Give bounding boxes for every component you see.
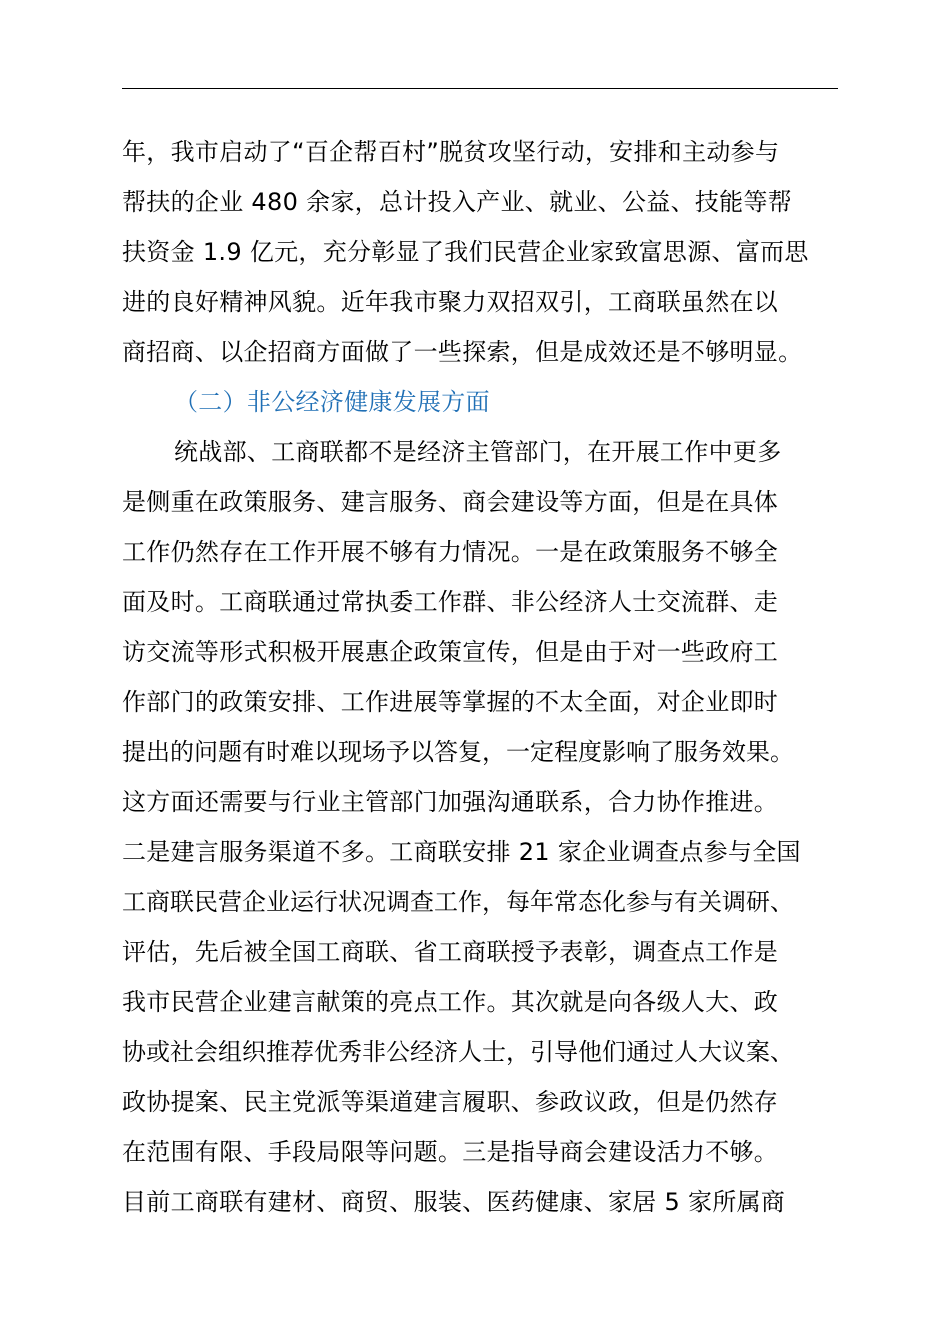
text-line: 目前工商联有建材、商贸、服装、医药健康、家居 5 家所属商 — [122, 1188, 786, 1216]
text-line: 访交流等形式积极开展惠企政策宣传，但是由于对一些政府工 — [122, 638, 779, 666]
paragraph-continued — [122, 127, 838, 377]
text-line: 统战部、工商联都不是经济主管部门，在开展工作中更多 — [174, 438, 782, 466]
text-line: 协或社会组织推荐优秀非公经济人士，引导他们通过人大议案、 — [122, 1038, 794, 1066]
text-line: 在范围有限、手段局限等问题。三是指导商会建设活力不够。 — [122, 1138, 779, 1166]
text-line: 年，我市启动了“百企帮百村”脱贫攻坚行动，安排和主动参与 — [122, 138, 780, 166]
header-rule — [122, 88, 838, 89]
text-line: 是侧重在政策服务、建言服务、商会建设等方面，但是在具体 — [122, 488, 779, 516]
text-line: 作部门的政策安排、工作进展等掌握的不太全面，对企业即时 — [122, 688, 779, 716]
section-heading: （二）非公经济健康发展方面 — [174, 388, 490, 416]
text-line: 进的良好精神风貌。近年我市聚力双招双引，工商联虽然在以 — [122, 288, 779, 316]
text-line: 商招商、以企招商方面做了一些探索，但是成效还是不够明显。 — [122, 338, 803, 366]
paragraph-nonpublic-economy — [122, 427, 838, 1227]
text-line: 工商联民营企业运行状况调查工作，每年常态化参与有关调研、 — [122, 888, 794, 916]
text-line: 评估，先后被全国工商联、省工商联授予表彰，调查点工作是 — [122, 938, 779, 966]
text-line: 二是建言服务渠道不多。工商联安排 21 家企业调查点参与全国 — [122, 838, 801, 866]
text-line: 我市民营企业建言献策的亮点工作。其次就是向各级人大、政 — [122, 988, 779, 1016]
text-line: 面及时。工商联通过常执委工作群、非公经济人士交流群、走 — [122, 588, 779, 616]
text-line: 提出的问题有时难以现场予以答复，一定程度影响了服务效果。 — [122, 738, 794, 766]
text-line: 工作仍然存在工作开展不够有力情况。一是在政策服务不够全 — [122, 538, 779, 566]
document-body — [122, 127, 838, 1227]
text-line: 政协提案、民主党派等渠道建言履职、参政议政，但是仍然存 — [122, 1088, 779, 1116]
text-line: 扶资金 1.9 亿元，充分彰显了我们民营企业家致富思源、富而思 — [122, 238, 809, 266]
text-line: 这方面还需要与行业主管部门加强沟通联系，合力协作推进。 — [122, 788, 779, 816]
text-line: 帮扶的企业 480 余家，总计投入产业、就业、公益、技能等帮 — [122, 188, 793, 216]
